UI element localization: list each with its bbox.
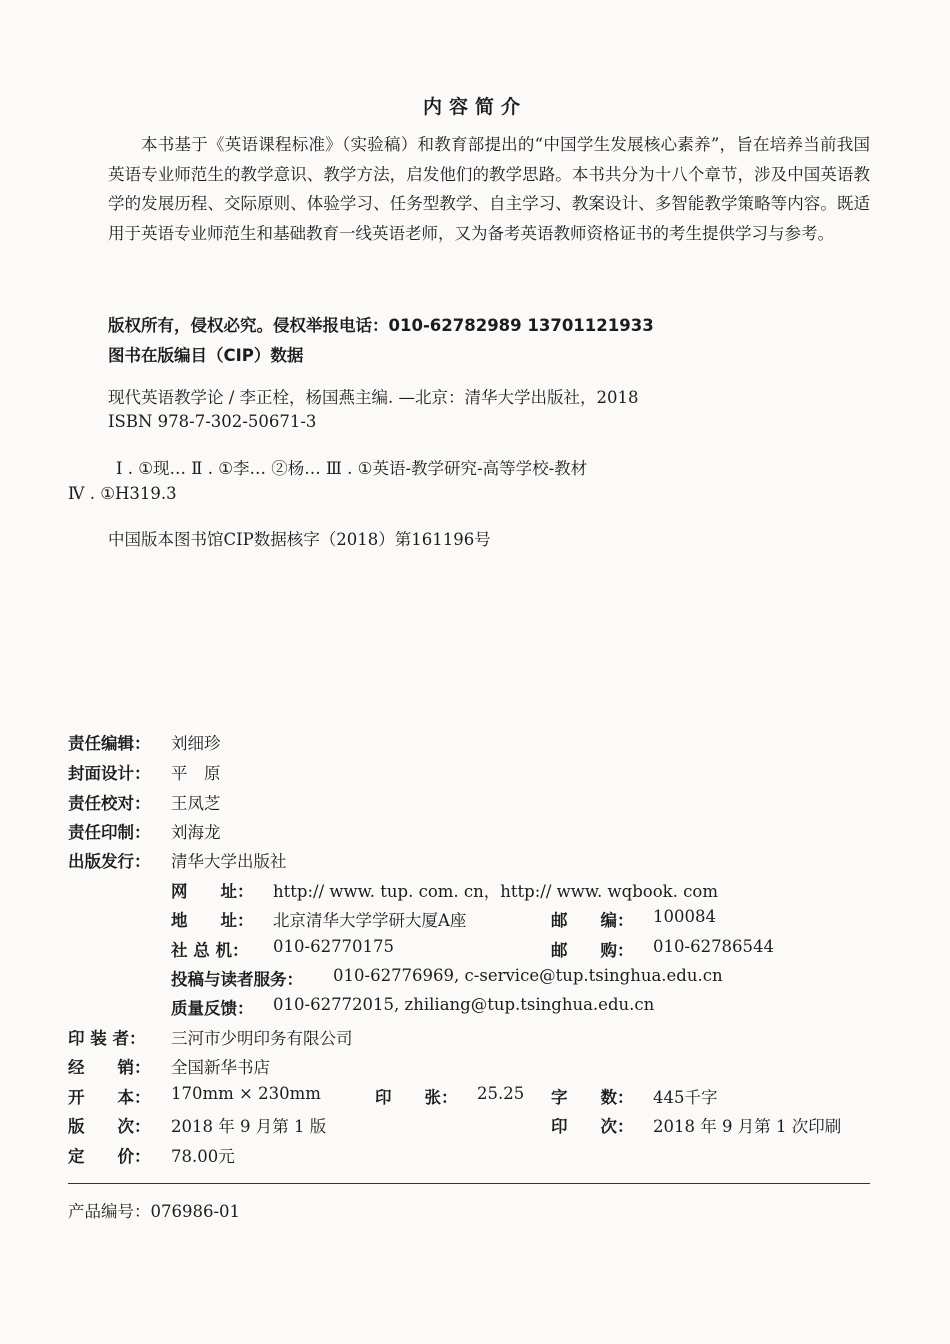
- publisher-label: 出版发行：: [68, 852, 151, 871]
- service-value: 010-62776969, c-service@tup.tsinghua.edu.cn: [333, 966, 723, 985]
- product-number: [68, 1198, 240, 1222]
- summary-paragraph: 本书基于《英语课程标准》（实验稿）和教育部提出的“中国学生发展核心素养”，旨在培养当前我国英语专业师范生的教学意识、教学方法，启发他们的教学思路。本书共分为十八个章节，涉及中国英语教学的发展历程、交际原则、体验学习、任务型教学、自主学习、教案设计、多智能教学策略等内容。既适用于英语专业师范生和基础教育一线英语老师，又为备考英语教师资格证书的考生提供学习与参考。: [108, 135, 870, 243]
- cip-heading: 图书在版编目（CIP）数据: [108, 346, 304, 365]
- editor-value: 刘细珍: [171, 734, 221, 753]
- postcode-label: 邮 编：: [551, 911, 634, 930]
- cip-classification-cont: Ⅳ . ①H319.3: [68, 484, 177, 503]
- address-value: 北京清华大学学研大厦A座: [273, 911, 467, 930]
- cover-label: 封面设计：: [68, 764, 151, 783]
- feedback-value: 010-62772015, zhiliang@tup.tsinghua.edu.cn: [273, 995, 655, 1014]
- postcode-value: 100084: [653, 907, 716, 926]
- product-value: 076986-01: [150, 1202, 241, 1221]
- rights-notice: 版权所有，侵权必究。侵权举报电话：010-62782989 13701121933: [108, 316, 654, 335]
- mail-value: 010-62786544: [653, 937, 775, 956]
- print-value: 刘海龙: [171, 823, 221, 842]
- address-label: 地 址：: [171, 911, 254, 930]
- price-label: 定 价：: [68, 1147, 151, 1166]
- format-value: 170mm × 230mm: [171, 1084, 321, 1103]
- cover-value: 平 原: [171, 764, 221, 783]
- feedback-label: 质量反馈：: [171, 999, 254, 1018]
- cip-record-number: 中国版本图书馆CIP数据核字（2018）第161196号: [108, 530, 491, 549]
- proof-label: 责任校对：: [68, 794, 151, 813]
- printer-label: 印 装 者：: [68, 1029, 146, 1048]
- editor-label: 责任编辑：: [68, 734, 151, 753]
- printer-value: 三河市少明印务有限公司: [171, 1029, 353, 1048]
- web-label: 网 址：: [171, 882, 254, 901]
- web-value: http:// www. tup. com. cn，http:// www. wqbook. com: [273, 882, 718, 901]
- service-label: 投稿与读者服务：: [171, 970, 303, 989]
- words-value: 445千字: [653, 1088, 718, 1107]
- format-label: 开 本：: [68, 1088, 151, 1107]
- impression-label: 印 次：: [551, 1117, 634, 1136]
- dist-label: 经 销：: [68, 1058, 151, 1077]
- price-value: 78.00元: [171, 1147, 235, 1166]
- proof-value: 王凤芝: [171, 794, 221, 813]
- print-label: 责任印制：: [68, 823, 151, 842]
- impression-value: 2018 年 9 月第 1 次印刷: [653, 1117, 842, 1136]
- words-label: 字 数：: [551, 1088, 634, 1107]
- publisher-value: 清华大学出版社: [171, 852, 287, 871]
- mail-label: 邮 购：: [551, 941, 634, 960]
- cip-title-line: 现代英语教学论 / 李正栓，杨国燕主编. —北京：清华大学出版社，2018: [108, 388, 639, 407]
- page-title: 内容简介: [422, 96, 527, 118]
- product-label: 产品编号：: [68, 1202, 151, 1221]
- switchboard-label: 社 总 机：: [171, 941, 249, 960]
- divider-line: [68, 1183, 870, 1184]
- sheets-label: 印 张：: [375, 1088, 458, 1107]
- dist-value: 全国新华书店: [171, 1058, 270, 1077]
- cip-isbn: ISBN 978-7-302-50671-3: [108, 412, 317, 431]
- edition-label: 版 次：: [68, 1117, 151, 1136]
- switchboard-value: 010-62770175: [273, 937, 395, 956]
- sheets-value: 25.25: [477, 1084, 525, 1103]
- edition-value: 2018 年 9 月第 1 版: [171, 1117, 327, 1136]
- cip-classification: Ⅰ . ①现… Ⅱ . ①李… ②杨… Ⅲ . ①英语-教学研究-高等学校-教材: [116, 459, 588, 478]
